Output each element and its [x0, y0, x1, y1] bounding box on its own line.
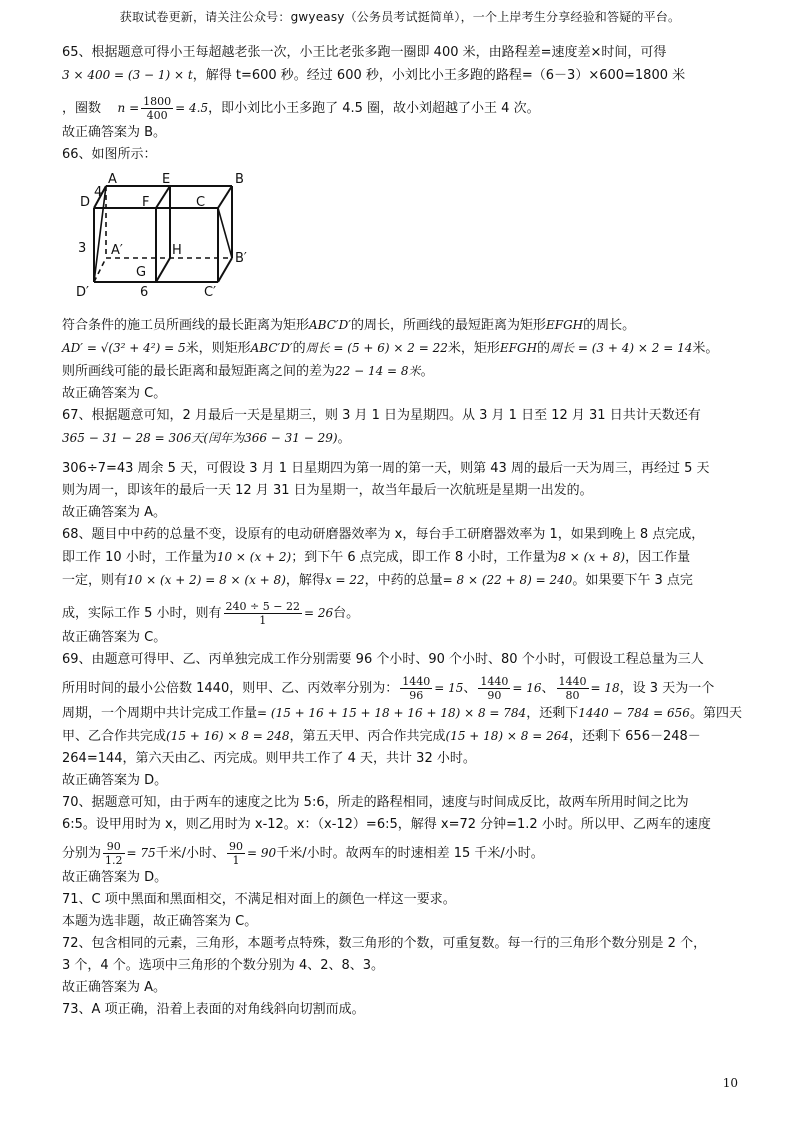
- label-B-prime: B′: [235, 251, 247, 266]
- q69-frac1: [400, 675, 432, 702]
- q69-answer: 故正确答案为 D。: [62, 773, 168, 788]
- q65-answer: 故正确答案为 B。: [62, 125, 167, 140]
- label-C-prime: C′: [204, 285, 217, 300]
- q68-line3-c: ，中药的总量: [364, 573, 443, 588]
- q67-line3: 306÷7=43 周余 5 天，可假设 3 月 1 日星期四为第一周的第一天，则第 43 周的最后一天为周三，再经过 5 天: [62, 461, 710, 476]
- q66-line3-e: 米。: [692, 341, 719, 356]
- q68-line4: [62, 600, 742, 627]
- q68-work1: 10 × (x + 2): [216, 550, 292, 564]
- q69-sep2: 、: [541, 681, 555, 696]
- q65-fraction-denominator: 400: [146, 109, 168, 122]
- q70-line1: 70、据题意可知，由于两车的速度之比为 5:6，所走的路程相同，速度与时间成反比，故两车所用时间之比为: [62, 795, 689, 810]
- q66-line4-b: 。: [420, 364, 434, 379]
- q70-answer: 故正确答案为 D。: [62, 870, 168, 885]
- q66-line2: [62, 314, 742, 337]
- q66-line2-c: 的周长。: [583, 318, 636, 333]
- q68-line2-b: ；到下午 6 点完成，即工作 8 小时，工作量为: [291, 550, 559, 565]
- q69-cycle-total: = (15 + 16 + 15 + 18 + 16 + 18) × 8 = 784: [257, 706, 527, 720]
- q65-line3: [62, 95, 742, 122]
- q66-line3: [62, 337, 742, 360]
- q72-line2: 3 个，4 个。选项中三角形的个数分别为 4、2、8、3。: [62, 958, 385, 973]
- q66-line1: 66、如图所示：: [62, 147, 157, 162]
- q70-frac1-num: 90: [103, 840, 125, 854]
- q70-line3-b: 千米/小时、: [155, 846, 226, 861]
- label-3: 3: [78, 241, 87, 256]
- q69-day4: (15 + 16) × 8 = 248: [166, 729, 290, 743]
- q69-line2: [62, 675, 742, 702]
- label-D: D: [80, 195, 91, 210]
- q66-line3-b: 的: [292, 341, 306, 356]
- q69-line4: [62, 725, 742, 748]
- q69-line3: [62, 702, 742, 725]
- q70-line3-a: 分别为: [62, 846, 102, 861]
- q69-frac3: [557, 675, 589, 702]
- q68-fraction-denominator: 1: [259, 614, 267, 627]
- q66-line3-c: 米，矩形: [447, 341, 500, 356]
- q68-result: = 26: [303, 606, 334, 620]
- q69-line3-c: 。第四天: [689, 706, 742, 721]
- q68-fraction-numerator: 240 ÷ 5 − 22: [225, 600, 300, 613]
- q69-frac1-den: 96: [409, 689, 424, 702]
- q69-line2-a: 所用时间的最小公倍数 1440，则甲、乙、丙效率分别为：: [62, 681, 399, 696]
- q68-line4-b: 台。: [333, 606, 360, 621]
- q70-line3-c: 千米/小时。故两车的时速相差 15 千米/小时。: [276, 846, 544, 861]
- q70-frac1-den: 1.2: [105, 854, 123, 867]
- label-D-prime: D′: [76, 285, 89, 300]
- q66-line4: [62, 360, 742, 383]
- q70-line2: 6:5。设甲用时为 x，则乙用时为 x-12。x：（x-12）=6:5，解得 x=72 分钟=1.2 小时。所以甲、乙两车的速度: [62, 817, 711, 832]
- q66-line2-b: 的周长，所画线的最短距离为矩形: [350, 318, 546, 333]
- q69-frac1-eq: = 15: [434, 681, 464, 695]
- q69-line2-b: ，设 3 天为一个: [619, 681, 715, 696]
- q69-line4-b: ，第五天甲、丙合作共完成: [289, 729, 446, 744]
- label-4: 4: [94, 185, 103, 200]
- q69-frac1-num: 1440: [402, 675, 431, 688]
- q69-line5: 264=144，第六天由乙、丙完成。则甲共工作了 4 天，共计 32 小时。: [62, 751, 476, 766]
- q69-line1: 69、由题意可得甲、乙、丙单独完成工作分别需要 96 个小时、90 个小时、80 个小时，可假设工程总量为三人: [62, 652, 704, 667]
- q65-line3-prefix: ，圈数: [62, 101, 102, 116]
- q69-frac3-num: 1440: [558, 675, 587, 688]
- q69-frac2-den: 90: [487, 689, 502, 702]
- q70-line3: [62, 840, 742, 867]
- q70-frac1: [103, 840, 125, 867]
- label-B: B: [235, 172, 244, 187]
- label-A-prime: A′: [111, 243, 123, 258]
- q70-frac2-eq: = 90: [247, 846, 277, 860]
- q71-line1: 71、C 项中黑面和黑面相交，不满足相对面上的颜色一样这一要求。: [62, 892, 456, 907]
- label-F: F: [142, 195, 150, 210]
- label-H: H: [172, 243, 182, 258]
- q66-difference: 22 − 14 = 8米: [335, 364, 421, 378]
- q68-answer: 故正确答案为 C。: [62, 630, 167, 645]
- q66-perimeter1: 周长 = (5 + 6) × 2 = 22: [305, 341, 448, 355]
- q69-line4-c: ，还剩下 656－248－: [569, 729, 701, 744]
- label-C: C: [196, 195, 206, 210]
- q67-line1: 67、根据题意可知，2 月最后一天是星期三，则 3 月 1 日为星期四。从 3 月 1 日至 12 月 31 日共计天数还有: [62, 408, 701, 423]
- q70-frac1-eq: = 75: [126, 846, 156, 860]
- q68-line2-a: 即工作 10 小时，工作量为: [62, 550, 217, 565]
- q66-perimeter2: 周长 = (3 + 4) × 2 = 14: [550, 341, 693, 355]
- q65-result: = 4.5: [175, 101, 209, 115]
- q69-line4-a: 甲、乙合作共完成: [62, 729, 167, 744]
- q69-frac2: [478, 675, 510, 702]
- cuboid-figure: [64, 170, 264, 300]
- q73-line1: 73、A 项正确，沿着上表面的对角线斜向切割而成。: [62, 1002, 365, 1017]
- q66-line3-rect1: ABC′D′: [250, 341, 293, 355]
- q72-line1: 72、包含相同的元素，三角形，本题考点特殊，数三角形的个数，可重复数。每一行的三角形个数分别是 2 个，: [62, 936, 707, 951]
- label-A: A: [108, 172, 117, 187]
- q69-frac3-eq: = 18: [590, 681, 620, 695]
- q68-line4-a: 成，实际工作 5 小时，则有: [62, 606, 222, 621]
- q68-line2-c: ，因工作量: [625, 550, 691, 565]
- q65-equation: 3 × 400 = (3 − 1) × t: [62, 68, 193, 82]
- q68-line2: [62, 546, 742, 569]
- q68-fraction: [224, 600, 302, 627]
- q72-answer: 故正确答案为 A。: [62, 980, 167, 995]
- q70-frac2-den: 1: [232, 854, 240, 867]
- q68-line3-a: 一定，则有: [62, 573, 128, 588]
- label-G: G: [136, 265, 147, 280]
- q68-work2: 8 × (x + 8): [558, 550, 626, 564]
- q68-line3-b: ，解得: [285, 573, 325, 588]
- q67-line2-b: 。: [337, 431, 351, 446]
- q69-frac2-num: 1440: [480, 675, 509, 688]
- q71-line2: 本题为选非题，故正确答案为 C。: [62, 914, 258, 929]
- label-6: 6: [140, 285, 149, 300]
- q68-x-value: x = 22: [324, 573, 365, 587]
- q66-line2-a: 符合条件的施工员所画线的最长距离为矩形: [62, 318, 310, 333]
- q68-line3: [62, 569, 742, 592]
- q65-line1: 65、根据题意可得小王每超越老张一次，小王比老张多跑一圈即 400 米，由路程差=速度差×时间，可得: [62, 45, 667, 60]
- q69-frac3-den: 80: [565, 689, 580, 702]
- q65-fraction: [141, 95, 173, 122]
- q69-frac2-eq: = 16: [512, 681, 542, 695]
- q65-line2-text: ，解得 t=600 秒。经过 600 秒，小刘比小王多跑的路程=（6－3）×600=1800 米: [192, 68, 686, 83]
- q68-equation: 10 × (x + 2) = 8 × (x + 8): [127, 573, 286, 587]
- page-number: 10: [722, 1076, 738, 1090]
- page-content: [62, 42, 742, 1021]
- page-header: 获取试卷更新，请关注公众号：gwyeasy（公务员考试挺简单），一个上岸考生分享经验和答疑的平台。: [119, 10, 681, 24]
- q69-remaining: 1440 − 784 = 656: [578, 706, 690, 720]
- q66-rect-abcd: ABC′D′: [309, 318, 351, 332]
- q70-frac2-num: 90: [229, 840, 244, 853]
- q67-answer: 故正确答案为 A。: [62, 505, 167, 520]
- q66-ad-formula: AD′ = √(3² + 4²) = 5: [62, 341, 186, 355]
- q69-line3-a: 周期，一个周期中共计完成工作量: [62, 706, 258, 721]
- q66-line3-a: 米，则矩形: [185, 341, 251, 356]
- q70-frac2: [227, 840, 245, 867]
- q65-fraction-numerator: 1800: [143, 95, 172, 108]
- q67-line4: 则为周一，即该年的最后一天 12 月 31 日为星期一，故当年最后一次航班是星期一出发的。: [62, 483, 593, 498]
- q68-line3-d: 。如果要下午 3 点完: [572, 573, 693, 588]
- q68-line1: 68、题目中中药的总量不变，设原有的电动研磨器效率为 x，每台手工研磨器效率为 1，如果到晚上 8 点完成，: [62, 527, 705, 542]
- q69-day5: (15 + 18) × 8 = 264: [445, 729, 570, 743]
- q68-total: = 8 × (22 + 8) = 240: [442, 573, 573, 587]
- q65-line2: [62, 64, 742, 87]
- q66-line4-a: 则所画线可能的最长距离和最短距离之间的差为: [62, 364, 336, 379]
- q69-line3-b: ，还剩下: [526, 706, 579, 721]
- q65-line3-suffix: ，即小刘比小王多跑了 4.5 圈，故小刘超越了小王 4 次。: [208, 101, 540, 116]
- q67-line2: [62, 427, 742, 450]
- q65-n-symbol: n =: [117, 101, 140, 115]
- q66-line3-rect2: EFGH: [499, 341, 538, 355]
- q66-answer: 故正确答案为 C。: [62, 386, 167, 401]
- q66-rect-efgh: EFGH: [546, 318, 584, 332]
- label-E: E: [162, 172, 171, 187]
- q66-line3-d: 的: [537, 341, 551, 356]
- q67-days-formula: 365 − 31 − 28 = 306天(闰年为366 − 31 − 29): [62, 431, 338, 445]
- q69-sep1: 、: [463, 681, 477, 696]
